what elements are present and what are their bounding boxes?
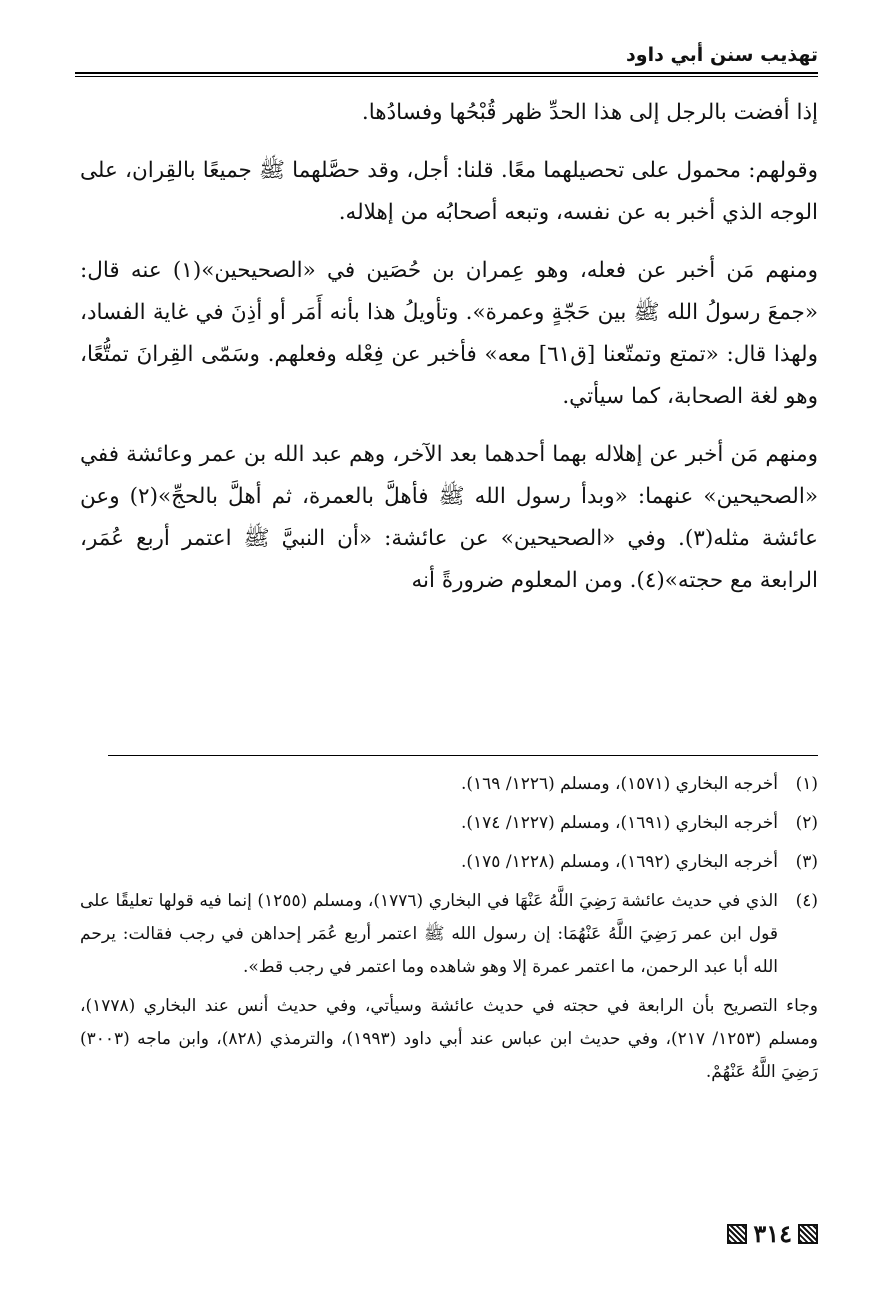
running-header [75,38,818,74]
footnote-number: (٤) [795,891,818,911]
footnote-separator [108,755,818,756]
running-head-title: تهذيب سنن أبي داود [626,44,818,66]
footnote [80,846,818,879]
footnote-text: أخرجه البخاري (١٥٧١)، ومسلم (١٢٢٦/ ١٦٩). [460,774,778,794]
footnote [80,768,818,801]
ornament-icon [798,1224,818,1244]
footnote-text: أخرجه البخاري (١٦٩٢)، ومسلم (١٢٢٨/ ١٧٥). [460,852,778,872]
page-number-block [727,1220,818,1248]
page-number: ٣١٤ [753,1219,792,1248]
footnote-number: (٣) [795,852,818,872]
main-text [80,92,818,618]
paragraph: ومنهم مَن أخبر عن إهلاله بهما أحدهما بعد الآخر، وهم عبد الله بن عمر وعائشة ففي «الصحيحين» عنهما: «وبدأ رسول الله ﷺ فأهلَّ بالعمرة، ثم أهلَّ بالحجِّ»(٢) وعن عائشة مثله(٣). وفي «الصحيحين» عن عائشة: «أن النبيَّ ﷺ اعتمر أربع عُمَر، الرابعة مع حجته»(٤). ومن المعلوم ضرورةً أنه [80,442,818,593]
footnote-number: (٢) [795,813,818,833]
paragraph: إذا أفضت بالرجل إلى هذا الحدِّ ظهر قُبْحُها وفسادُها. [361,100,818,125]
footnote-text: أخرجه البخاري (١٦٩١)، ومسلم (١٢٢٧/ ١٧٤). [460,813,778,833]
paragraph: وقولهم: محمول على تحصيلهما معًا. قلنا: أجل، وقد حصَّلهما ﷺ جميعًا بالقِران، على الوجه الذي أخبر به عن نفسه، وتبعه أصحابُه من إهلاله. [80,158,818,225]
header-rule-thin [75,76,818,77]
header-rule-thick [75,72,818,74]
footnote-number: (١) [795,774,818,794]
footnote-text: الذي في حديث عائشة رَضِيَ اللَّهُ عَنْهَا في البخاري (١٧٧٦)، ومسلم (١٢٥٥) إنما فيه قولها تعليقًا على قول ابن عمر رَضِيَ اللَّهُ عَنْهُمَا: إن رسول الله ﷺ اعتمر أربع عُمَر إحداهن في رجب فقالت: يرحم الله أبا عبد الرحمن، ما اعتمر عمرة إلا وهو شاهده وما اعتمر في رجب قط». [80,891,779,977]
footnote [80,807,818,840]
footnotes [80,768,818,1089]
paragraph: ومنهم مَن أخبر عن فعله، وهو عِمران بن حُصَين في «الصحيحين»(١) عنه قال: «جمعَ رسولُ الله ﷺ بين حَجّةٍ وعمرة». وتأويلُ هذا بأنه أَمَر أو أذِنَ في غاية الفساد، ولهذا قال: «تمتع وتمتّعنا [ق٦١] معه» فأخبر عن فِعْله وفعلهم. وسَمّى القِرانَ تمتُّعًا، وهو لغة الصحابة، كما سيأتي. [80,258,819,409]
ornament-icon [727,1224,747,1244]
footnote-continuation: وجاء التصريح بأن الرابعة في حجته في حديث عائشة وسيأتي، وفي حديث أنس عند البخاري (١٧٧٨)، ومسلم (١٢٥٣/ ٢١٧)، وفي حديث ابن عباس عند أبي داود (١٩٩٣)، والترمذي (٨٢٨)، وابن ماجه (٣٠٠٣) رَضِيَ اللَّهُ عَنْهُمْ. [80,996,818,1082]
footnote [80,885,818,984]
